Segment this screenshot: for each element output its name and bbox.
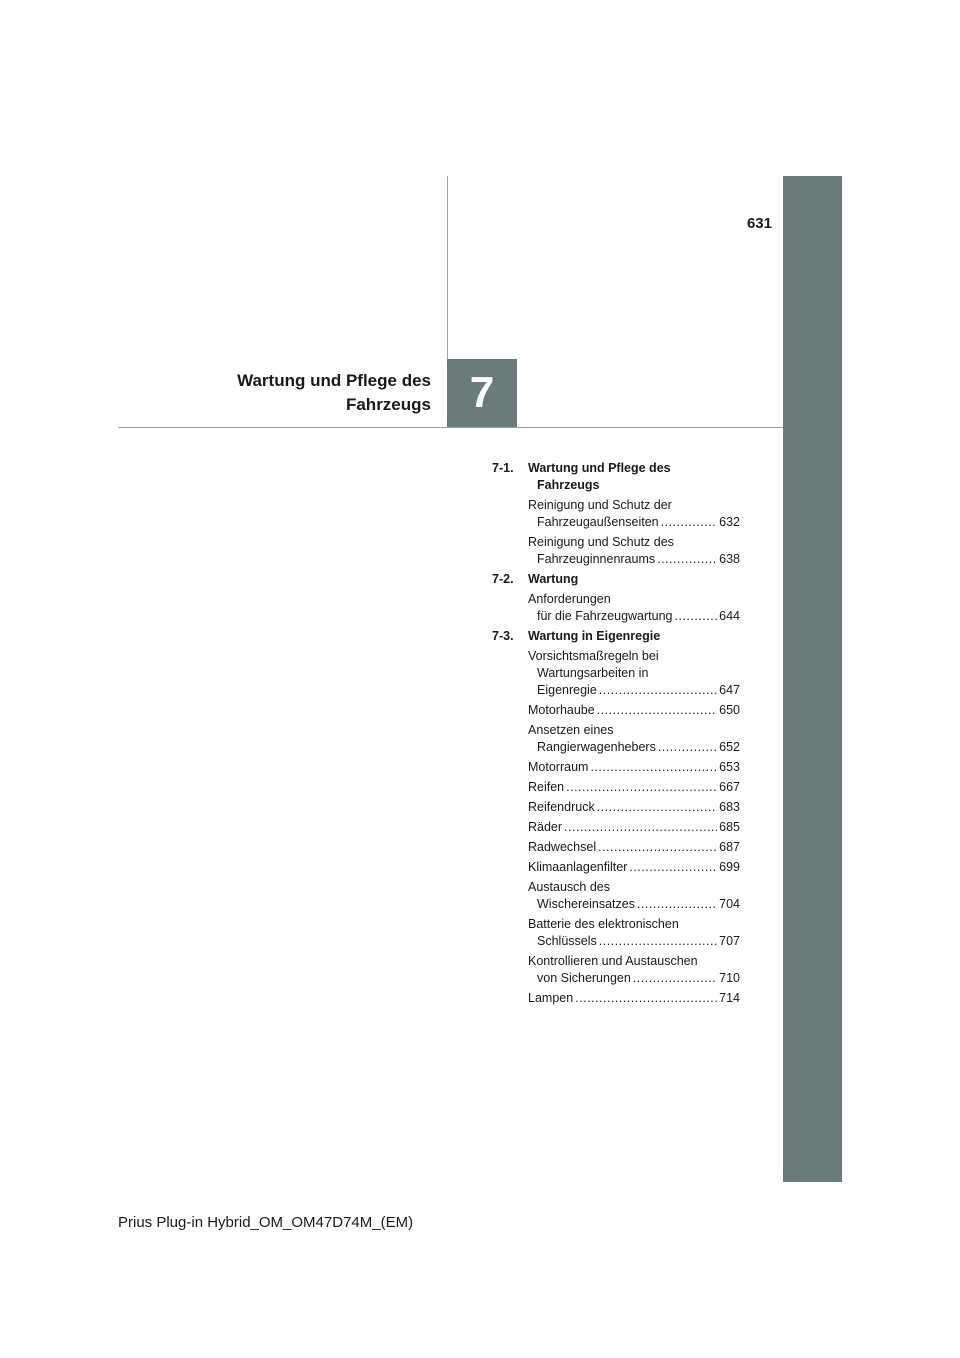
toc-entry-label: Eigenregie	[537, 683, 597, 697]
dot-leader	[629, 859, 717, 876]
toc-entry-label: Motorraum	[528, 760, 589, 774]
toc-entry-label: Reifen	[528, 780, 565, 794]
toc-entry[interactable]	[492, 702, 740, 719]
dot-leader	[599, 933, 717, 950]
toc-section-number: 7-1.	[492, 461, 514, 475]
toc-entry[interactable]	[492, 819, 740, 836]
toc-entry-label: Wartungsarbeiten in	[537, 666, 649, 680]
toc-entry[interactable]	[492, 953, 740, 987]
toc-entry-page: 685	[719, 820, 740, 834]
toc-section-number: 7-3.	[492, 629, 514, 643]
toc-entry-page: 667	[719, 780, 740, 794]
toc-section-title: Wartung in Eigenregie	[528, 629, 661, 643]
toc-entry-page: 683	[719, 800, 740, 814]
toc-entry[interactable]	[492, 591, 740, 625]
dot-leader	[575, 990, 717, 1007]
toc-entry-page: 632	[719, 515, 740, 529]
toc-section-title: Wartung	[528, 572, 579, 586]
dot-leader	[658, 739, 717, 756]
toc-section-heading	[492, 628, 740, 645]
toc-entry[interactable]	[492, 799, 740, 816]
dot-leader	[633, 970, 717, 987]
toc-entry-label: Batterie des elektronischen	[528, 917, 679, 931]
toc-entry-label: Wischereinsatzes	[537, 897, 635, 911]
toc-section-number: 7-2.	[492, 572, 514, 586]
toc-entry[interactable]	[492, 839, 740, 856]
toc-entry-page: 647	[719, 683, 740, 697]
toc-entry-page: 714	[719, 991, 740, 1005]
toc-entry-page: 638	[719, 552, 740, 566]
chapter-side-tab	[783, 176, 842, 1182]
toc-entry[interactable]	[492, 879, 740, 913]
toc-entry-label: Reinigung und Schutz der	[528, 498, 672, 512]
dot-leader	[661, 514, 718, 531]
horizontal-rule	[118, 427, 783, 428]
toc-entry-label: Kontrollieren und Austauschen	[528, 954, 698, 968]
toc-entry-page: 653	[719, 760, 740, 774]
toc-entry-page: 650	[719, 703, 740, 717]
dot-leader	[598, 839, 717, 856]
toc-entry[interactable]	[492, 759, 740, 776]
chapter-title	[160, 369, 431, 417]
toc-entry-page: 710	[719, 971, 740, 985]
toc-entry-label: Austausch des	[528, 880, 610, 894]
toc-entry-label: Klimaanlagenfilter	[528, 860, 628, 874]
toc-entry-label: Lampen	[528, 991, 574, 1005]
toc-section-heading	[492, 460, 740, 494]
dot-leader	[597, 702, 717, 719]
toc-entry[interactable]	[492, 722, 740, 756]
toc-entry-label: Reinigung und Schutz des	[528, 535, 674, 549]
toc-section-title: Wartung und Pflege des	[528, 461, 671, 475]
toc-entry-page: 687	[719, 840, 740, 854]
dot-leader	[564, 819, 717, 836]
toc-entry-page: 652	[719, 740, 740, 754]
toc-entry-label: Rangierwagenhebers	[537, 740, 656, 754]
toc-entry-page: 707	[719, 934, 740, 948]
toc-entry-page: 704	[719, 897, 740, 911]
toc-section-title: Fahrzeugs	[537, 478, 600, 492]
chapter-number-box	[447, 359, 517, 427]
toc-entry[interactable]	[492, 648, 740, 699]
dot-leader	[675, 608, 718, 625]
table-of-contents	[492, 460, 740, 1010]
toc-entry[interactable]	[492, 534, 740, 568]
toc-entry-label: Reifendruck	[528, 800, 595, 814]
dot-leader	[657, 551, 717, 568]
toc-entry-label: Anforderungen	[528, 592, 611, 606]
dot-leader	[637, 896, 717, 913]
dot-leader	[566, 779, 717, 796]
toc-entry-label: Ansetzen eines	[528, 723, 614, 737]
page-number: 631	[746, 215, 772, 232]
toc-entry-label: Schlüssels	[537, 934, 597, 948]
toc-entry-page: 699	[719, 860, 740, 874]
toc-entry-label: Vorsichtsmaßregeln bei	[528, 649, 659, 663]
toc-entry[interactable]	[492, 990, 740, 1007]
toc-entry-label: für die Fahrzeugwartung	[537, 609, 673, 623]
toc-section-heading	[492, 571, 740, 588]
chapter-number: 7	[469, 368, 495, 417]
dot-leader	[597, 799, 717, 816]
toc-entry-label: Radwechsel	[528, 840, 597, 854]
toc-entry-label: Fahrzeuginnenraums	[537, 552, 656, 566]
chapter-title-line: Wartung und Pflege des	[237, 371, 431, 390]
toc-entry-label: von Sicherungen	[537, 971, 631, 985]
footer-document-id: Prius Plug-in Hybrid_OM_OM47D74M_(EM)	[118, 1214, 414, 1231]
vertical-rule	[447, 176, 448, 359]
toc-entry-label: Räder	[528, 820, 563, 834]
toc-entry-label: Motorhaube	[528, 703, 595, 717]
toc-entry[interactable]	[492, 497, 740, 531]
toc-entry-page: 644	[719, 609, 740, 623]
dot-leader	[590, 759, 717, 776]
toc-entry[interactable]	[492, 859, 740, 876]
toc-entry[interactable]	[492, 916, 740, 950]
dot-leader	[599, 682, 717, 699]
chapter-title-line: Fahrzeugs	[345, 395, 431, 414]
toc-entry-label: Fahrzeugaußenseiten	[537, 515, 659, 529]
toc-entry[interactable]	[492, 779, 740, 796]
